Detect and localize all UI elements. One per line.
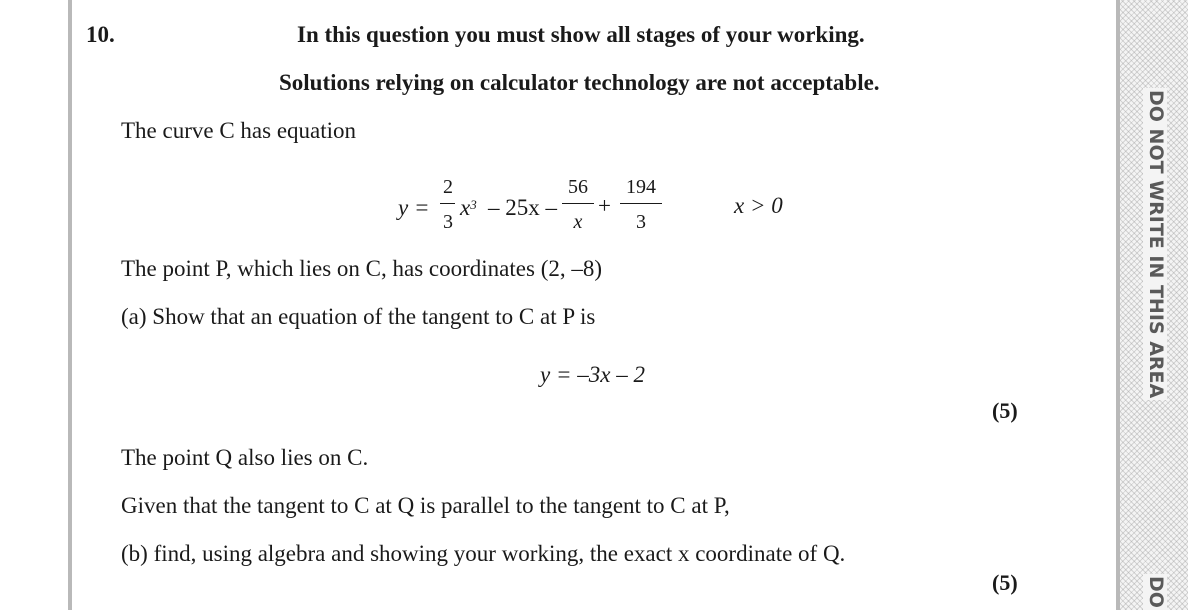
given-tangent-parallel: Given that the tangent to C at Q is parallel to the tangent to C at P,: [121, 493, 730, 518]
part-b-marks: (5): [992, 570, 1018, 595]
tangent-equation: y = –3x – 2: [540, 362, 645, 387]
power-3: 3: [470, 197, 477, 212]
part-a-prompt: (a) Show that an equation of the tangent to C at P is: [121, 304, 596, 329]
question-number: 10.: [86, 22, 115, 47]
fraction-194-bar: [620, 203, 662, 204]
fraction-194-numerator: 194: [626, 176, 656, 198]
part-b-prompt: (b) find, using algebra and showing your working, the exact x coordinate of Q.: [121, 541, 846, 566]
fraction-56-denominator: x: [573, 211, 583, 233]
left-page-rule: [68, 0, 72, 610]
point-q-statement: The point Q also lies on C.: [121, 445, 369, 470]
equation-term-25x: – 25x –: [488, 195, 557, 220]
fraction-2-bar: [440, 203, 455, 204]
fraction-56-numerator: 56: [568, 176, 588, 198]
fraction-2-numerator: 2: [443, 176, 453, 198]
margin-warning-label-cut: DO: [1145, 576, 1167, 608]
part-a-marks: (5): [992, 398, 1018, 423]
margin-warning-label: DO NOT WRITE IN THIS AREA: [1145, 90, 1167, 399]
equation-domain: x > 0: [734, 193, 783, 218]
fraction-194-denominator: 3: [636, 211, 646, 233]
instruction-calculator: Solutions relying on calculator technology are not acceptable.: [279, 70, 880, 95]
point-p-statement: The point P, which lies on C, has coordinates (2, –8): [121, 256, 603, 281]
equation-lhs: y =: [398, 195, 430, 220]
equation-plus: +: [598, 193, 611, 218]
fraction-2-denominator: 3: [443, 211, 453, 233]
equation-x-cubed: [460, 196, 477, 220]
fraction-56-bar: [562, 203, 594, 204]
curve-intro: The curve C has equation: [121, 118, 357, 143]
x-variable: x: [460, 195, 471, 220]
instruction-working: In this question you must show all stages of your working.: [297, 22, 865, 47]
